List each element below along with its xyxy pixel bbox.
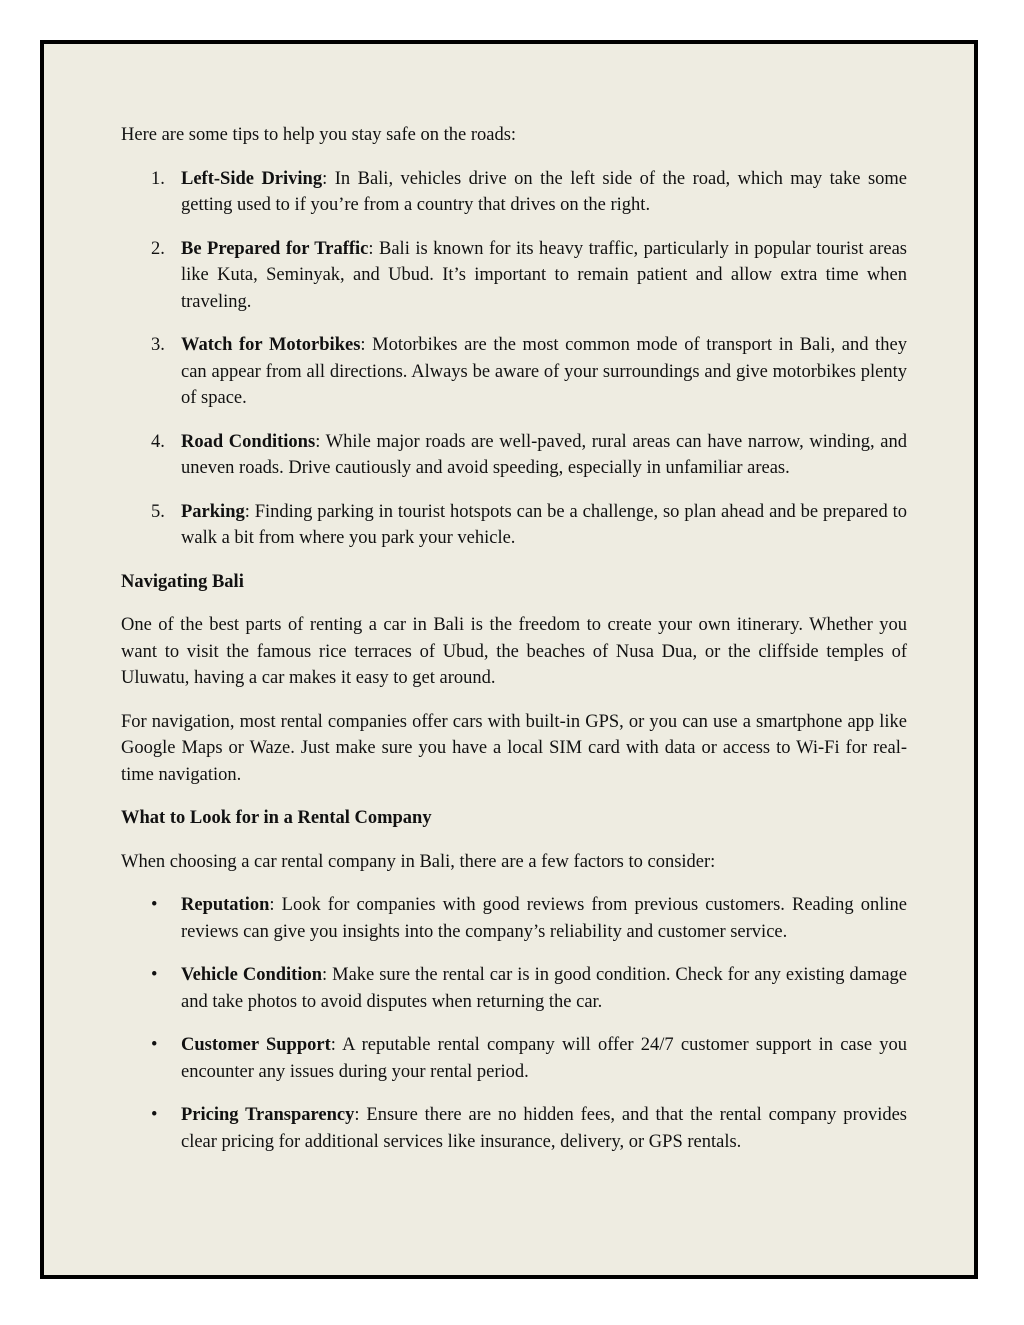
bullet-icon: • [151, 1105, 158, 1125]
section-heading-rental: What to Look for in a Rental Company [121, 808, 432, 828]
tip-text: : Bali is known for its heavy traffic, particularly in popular tourist areas like Kuta, Seminyak, and Ubud. It’s important to remain patient and allow extra time when traveling. [181, 238, 907, 312]
tip-text: : Motorbikes are the most common mode of transport in Bali, and they can appear from all directions. Always be aware of your surroundings and give motorbikes plenty of space. [181, 335, 907, 408]
tip-term: Left-Side Driving [181, 168, 323, 189]
page-content [121, 122, 907, 1172]
list-number: 2. [151, 238, 165, 259]
navigating-paragraph-1: One of the best parts of renting a car in Bali is the freedom to create your own itinerary. Whether you want to visit the famous rice terraces of Ubud, the beaches of Nusa Dua, or the cliffside temples of Uluwatu, having a car makes it easy to get around. [121, 615, 907, 688]
list-item [121, 332, 907, 412]
bullet-icon: • [151, 965, 158, 985]
factor-term: Customer Support [181, 1035, 331, 1055]
bullet-icon: • [151, 895, 158, 915]
tip-text: : In Bali, vehicles drive on the left side of the road, which may take some getting used to if you’re from a country that drives on the right. [181, 168, 907, 215]
factor-text: : Make sure the rental car is in good condition. Check for any existing damage and take photos to avoid disputes when returning the car. [181, 965, 908, 1012]
list-item [121, 499, 907, 552]
factor-text: : A reputable rental company will offer 24/7 customer support in case you encounter any issues during your rental period. [181, 1035, 907, 1082]
tips-intro: Here are some tips to help you stay safe on the roads: [121, 125, 517, 145]
list-item [121, 1102, 907, 1155]
tip-term: Road Conditions [181, 431, 316, 452]
factors-list [121, 892, 907, 1155]
tip-term: Watch for Motorbikes [181, 335, 361, 355]
tip-term: Parking [181, 501, 245, 522]
tip-text: : Finding parking in tourist hotspots can be a challenge, so plan ahead and be prepared to walk a bit from where you park your vehicle. [181, 501, 907, 548]
list-item [121, 236, 907, 316]
tips-list [121, 166, 907, 552]
document-page [40, 40, 978, 1279]
list-item [121, 166, 907, 219]
list-number: 3. [151, 335, 165, 355]
list-item [121, 429, 907, 482]
factor-term: Pricing Transparency [181, 1105, 355, 1125]
list-number: 1. [151, 168, 165, 189]
factor-term: Reputation [181, 895, 270, 915]
list-item [121, 962, 907, 1015]
list-number: 5. [151, 501, 165, 522]
factor-text: : Look for companies with good reviews from previous customers. Reading online reviews can give you insights into the company’s reliability and customer service. [181, 895, 907, 942]
factor-term: Vehicle Condition [181, 965, 323, 985]
tip-text: : While major roads are well-paved, rural areas can have narrow, winding, and uneven roads. Drive cautiously and avoid speeding, especially in unfamiliar areas. [181, 431, 908, 478]
tip-term: Be Prepared for Traffic [181, 238, 369, 259]
bullet-icon: • [151, 1035, 158, 1055]
factor-text: : Ensure there are no hidden fees, and that the rental company provides clear pricing for additional services like insurance, delivery, or GPS rentals. [181, 1105, 908, 1152]
section-heading-navigating: Navigating Bali [121, 571, 244, 592]
rental-intro: When choosing a car rental company in Bali, there are a few factors to consider: [121, 851, 716, 872]
list-item [121, 1032, 907, 1085]
list-number: 4. [151, 431, 165, 452]
list-item [121, 892, 907, 945]
navigating-paragraph-2: For navigation, most rental companies offer cars with built-in GPS, or you can use a smartphone app like Google Maps or Waze. Just make sure you have a local SIM card with data or access to Wi-Fi for real-time navigation. [121, 711, 907, 785]
